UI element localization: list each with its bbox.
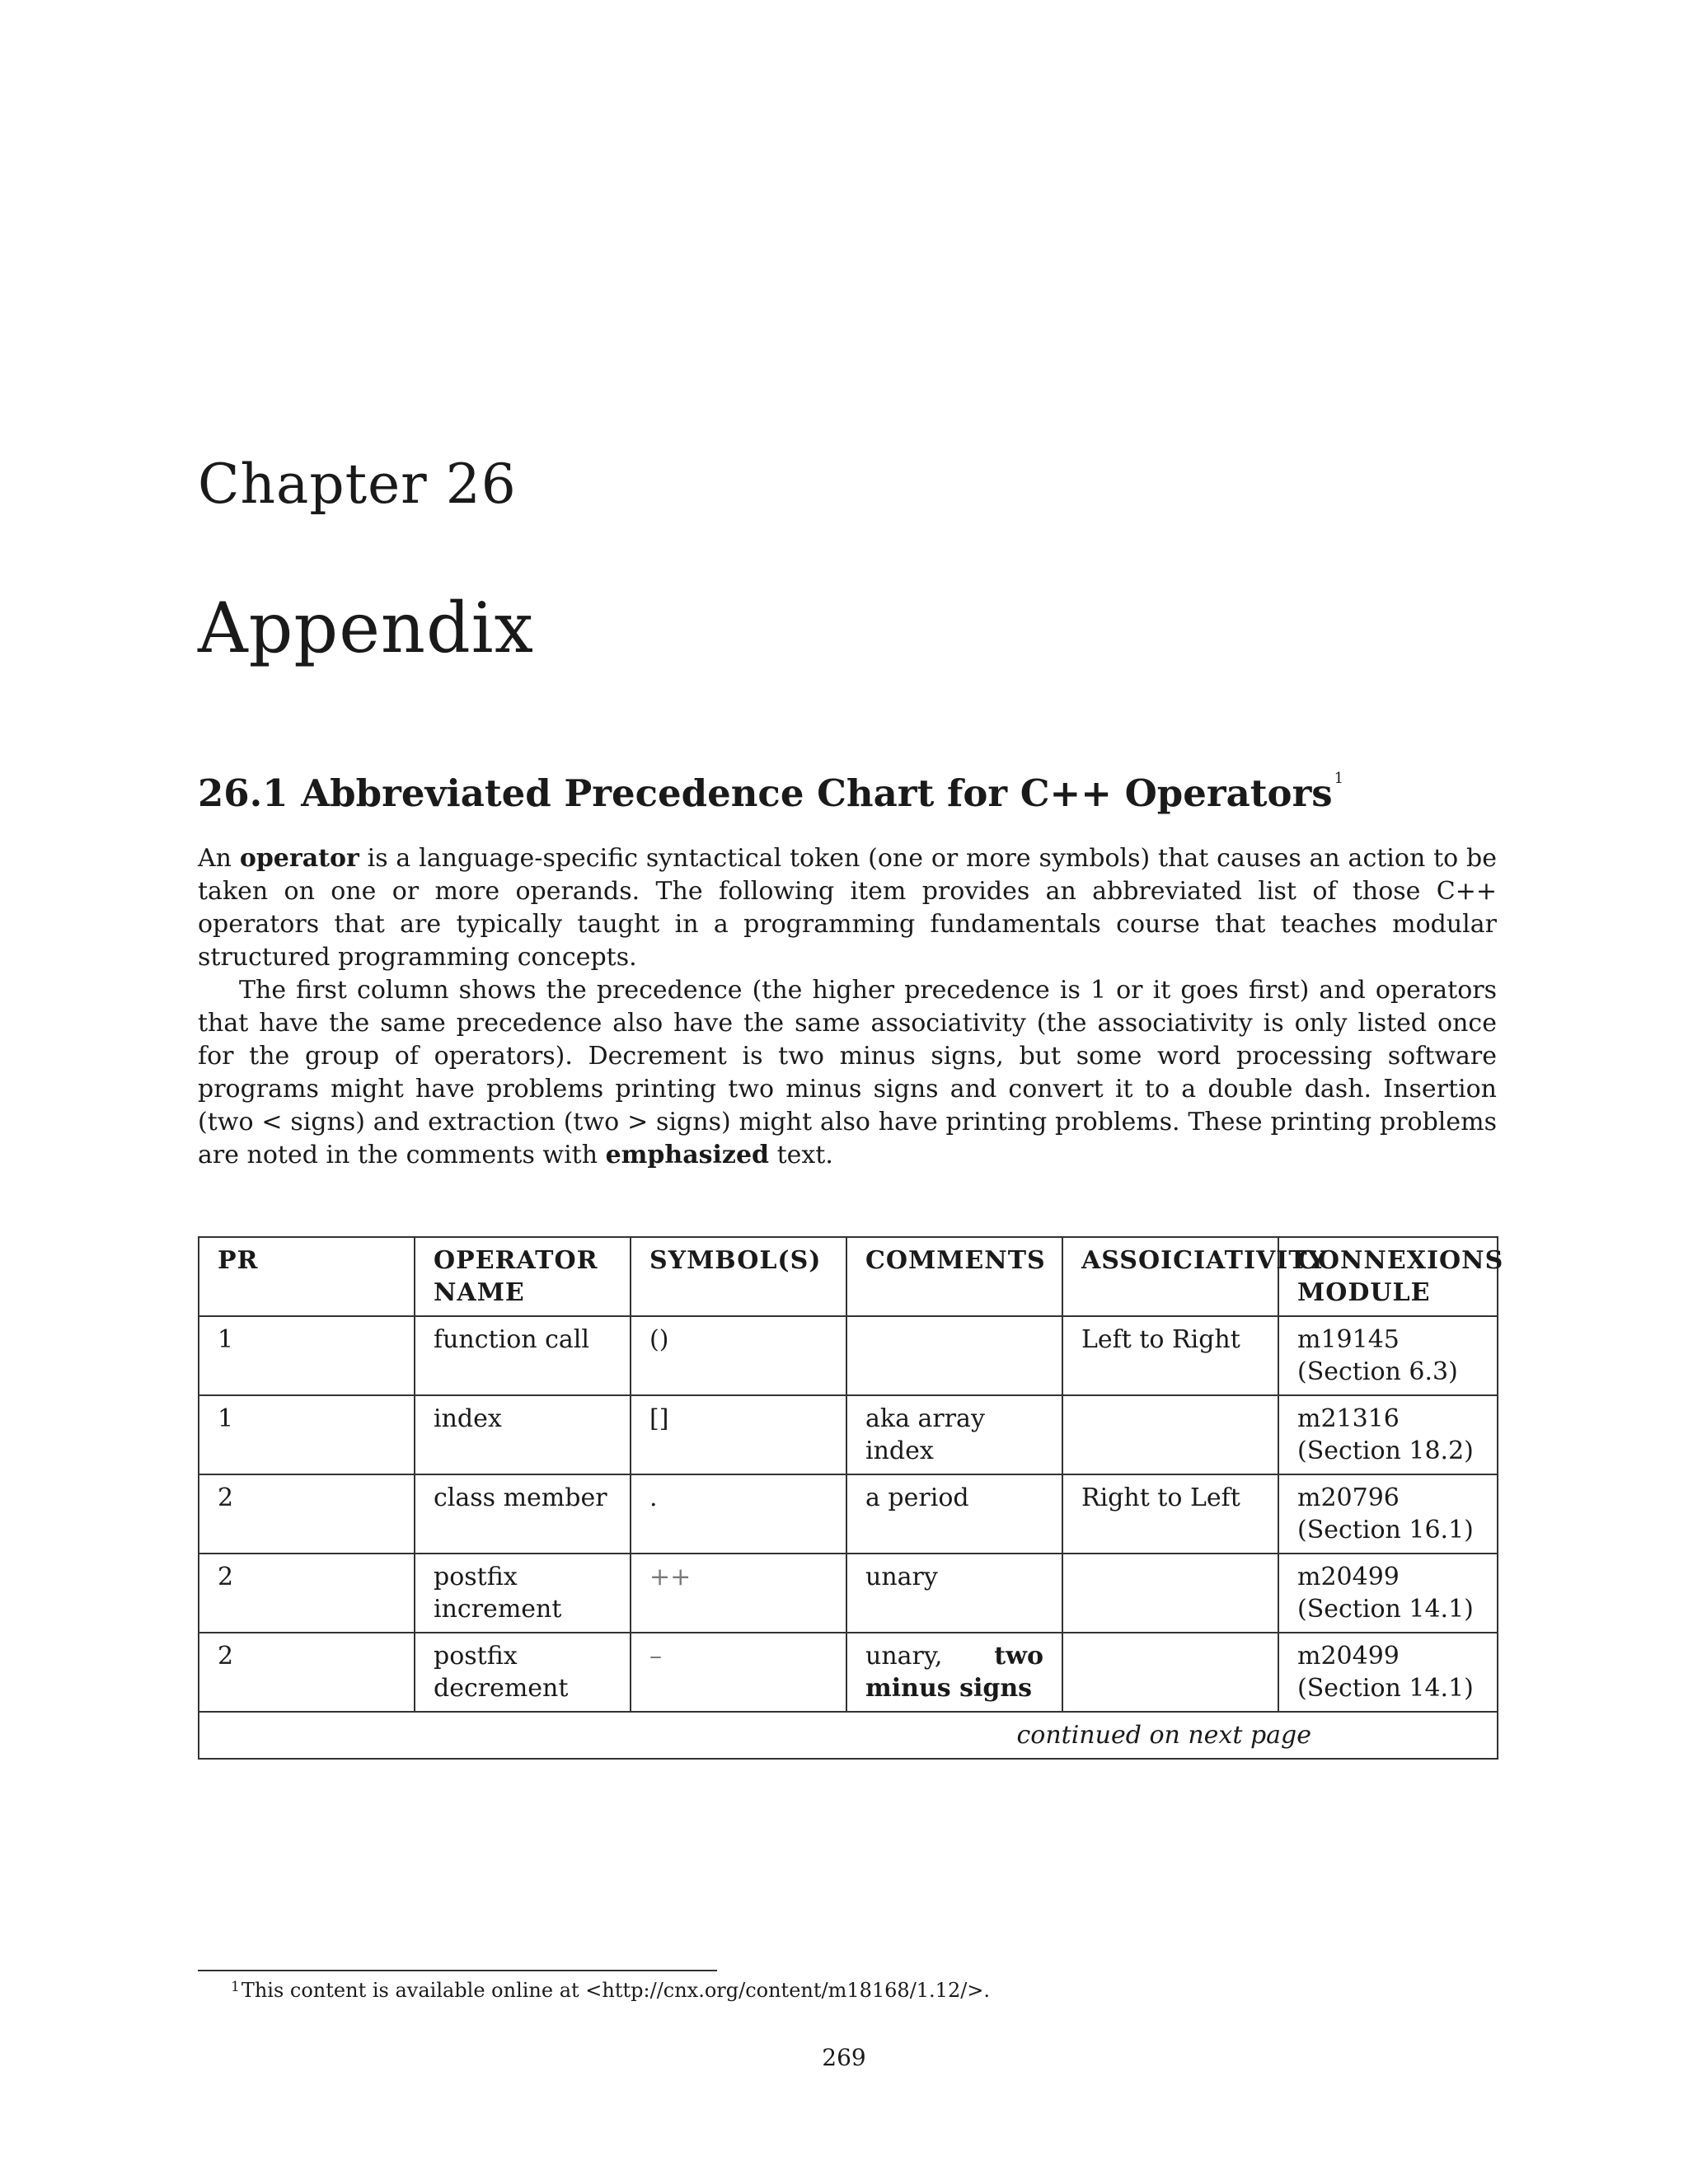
paragraph-text: The first column shows the precedence (the higher precedence is 1 or it goes first) and operators that have the same precedence also have the same associativity (the associativity is only listed once for the group of operators). Decrement is two minus signs, but some word processing software programs might have problems printing two minus signs and convert it to a double dash. Insertion (two < signs) and extraction (two > signs) might also have printing problems. These printing problems are noted in the comments with <box>198 976 1497 1169</box>
section-title <box>198 770 1344 815</box>
table-continued-row <box>199 1712 1498 1759</box>
footnote-reference[interactable]: 1 <box>1334 770 1344 787</box>
cell-module-link[interactable]: m19145 (Section 6.3) <box>1278 1316 1498 1395</box>
section-title-text: 26.1 Abbreviated Precedence Chart for C++ Operators <box>198 771 1333 815</box>
cell-operator-name: function call <box>415 1316 631 1395</box>
cell-pr: 1 <box>199 1316 415 1395</box>
table-row <box>199 1395 1498 1474</box>
cell-associativity <box>1062 1633 1278 1712</box>
cell-pr: 2 <box>199 1474 415 1554</box>
table-row <box>199 1633 1498 1712</box>
comment-emphasis: two minus signs <box>865 1642 1043 1703</box>
footnote-text[interactable]: This content is available online at <http://cnx.org/content/m18168/1.12/>. <box>241 1979 991 2002</box>
cell-operator-name: class member <box>415 1474 631 1554</box>
header-comments: COMMENTS <box>846 1237 1062 1316</box>
cell-module-link[interactable]: m20796 (Section 16.1) <box>1278 1474 1498 1554</box>
chapter-title: Appendix <box>198 588 535 668</box>
cell-associativity: Right to Left <box>1062 1474 1278 1554</box>
paragraph-text: An <box>198 844 240 873</box>
cell-pr: 2 <box>199 1633 415 1712</box>
chapter-label: Chapter 26 <box>198 452 517 516</box>
footnote-divider <box>198 1970 717 1971</box>
table-row <box>199 1474 1498 1554</box>
cell-module-link[interactable]: m20499 (Section 14.1) <box>1278 1554 1498 1633</box>
page-number: 269 <box>822 2044 866 2071</box>
cell-symbol: – <box>631 1633 846 1712</box>
intro-paragraph <box>198 842 1497 974</box>
footnote-marker: 1 <box>231 1979 240 1995</box>
term-operator: operator <box>239 844 359 873</box>
table-row <box>199 1554 1498 1633</box>
header-operator-name: OPERATOR NAME <box>415 1237 631 1316</box>
cell-comment: aka array index <box>846 1395 1062 1474</box>
footnote <box>231 1978 990 2003</box>
header-associativity: ASSOICIATIVITY <box>1062 1237 1278 1316</box>
cell-symbol: ++ <box>631 1554 846 1633</box>
cell-pr: 2 <box>199 1554 415 1633</box>
table-row <box>199 1316 1498 1395</box>
cell-module-link[interactable]: m21316 (Section 18.2) <box>1278 1395 1498 1474</box>
cell-comment: unary <box>846 1554 1062 1633</box>
cell-symbol: [] <box>631 1395 846 1474</box>
cell-comment <box>846 1316 1062 1395</box>
header-pr: PR <box>199 1237 415 1316</box>
header-symbols: SYMBOL(S) <box>631 1237 846 1316</box>
cell-associativity <box>1062 1554 1278 1633</box>
cell-associativity: Left to Right <box>1062 1316 1278 1395</box>
comment-text: unary, <box>865 1642 995 1671</box>
explanation-paragraph <box>198 974 1497 1172</box>
emphasized-term: emphasized <box>605 1141 770 1169</box>
cell-operator-name: postfix decrement <box>415 1633 631 1712</box>
paragraph-text: is a language-specific syntactical token (one or more symbols) that causes an action to be taken on one or more operands. The following item provides an abbreviated list of those C++ operators that are typically taught in a programming fundamentals course that teaches modular structured programming concepts. <box>198 844 1497 972</box>
cell-operator-name: postfix increment <box>415 1554 631 1633</box>
cell-symbol: . <box>631 1474 846 1554</box>
continued-note: continued on next page <box>199 1712 1498 1759</box>
paragraph-text: text. <box>769 1141 833 1169</box>
cell-comment <box>846 1633 1062 1712</box>
cell-operator-name: index <box>415 1395 631 1474</box>
header-connexions-module: CONNEXIONS MODULE <box>1278 1237 1498 1316</box>
cell-pr: 1 <box>199 1395 415 1474</box>
body-text <box>198 842 1497 1172</box>
cell-symbol: () <box>631 1316 846 1395</box>
table-header-row <box>199 1237 1498 1316</box>
cell-comment: a period <box>846 1474 1062 1554</box>
precedence-table <box>198 1236 1504 1760</box>
cell-associativity <box>1062 1395 1278 1474</box>
cell-module-link[interactable]: m20499 (Section 14.1) <box>1278 1633 1498 1712</box>
